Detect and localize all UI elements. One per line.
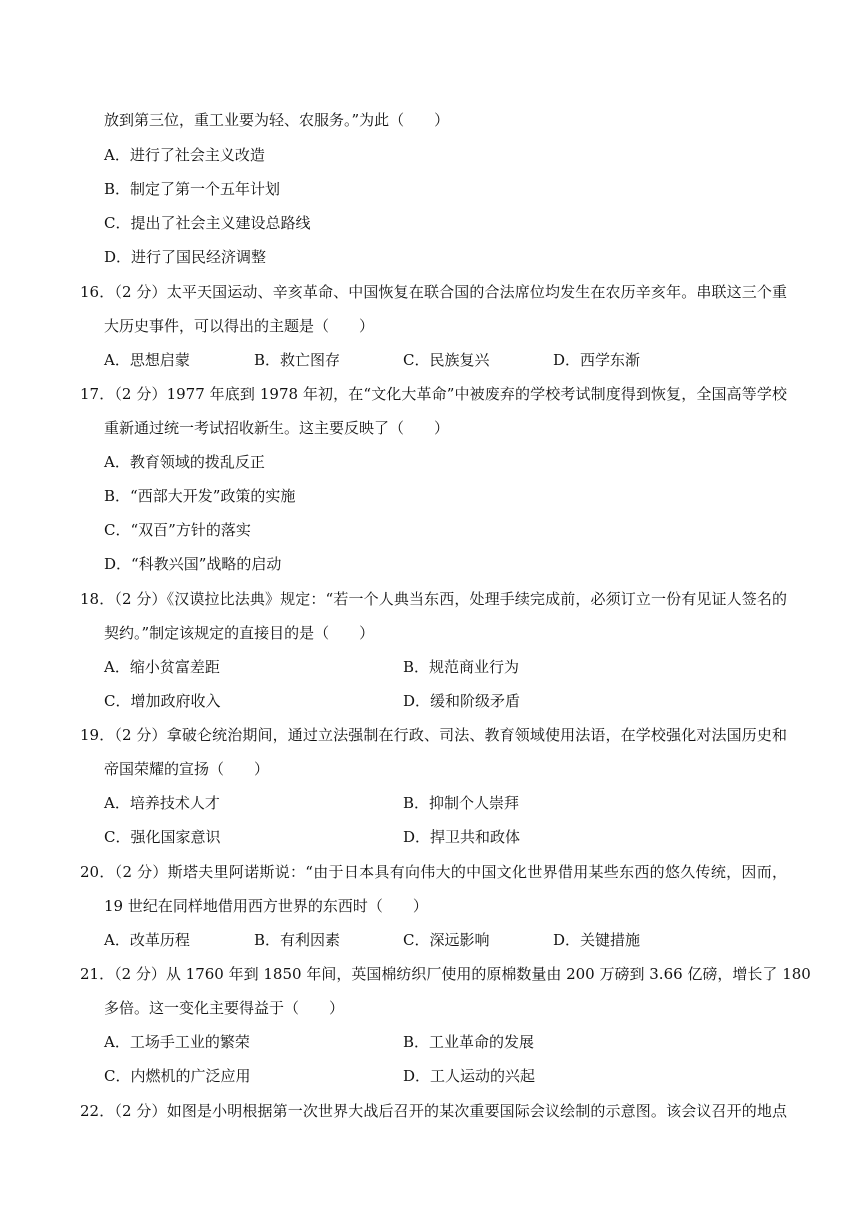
- q18-option-a: A．缩小贫富差距: [104, 658, 220, 676]
- q21-option-c: C．内燃机的广泛应用: [104, 1067, 251, 1085]
- q19-options-row2: [0, 820, 868, 854]
- q20-option-c: C．深远影响: [403, 931, 490, 949]
- q16-option-d: D．西学东渐: [553, 351, 641, 369]
- q17-option-c: C．“双百”方针的落实: [104, 521, 251, 539]
- q17-option-b: B．“西部大开发”政策的实施: [104, 487, 296, 505]
- q21-stem-line1: 21．（2 分）从 1760 年到 1850 年间，英国棉纺织厂使用的原棉数量由 200 万磅到 3.66 亿磅，增长了 180: [80, 965, 811, 983]
- q16-stem-line1: 16．（2 分）太平天国运动、辛亥革命、中国恢复在联合国的合法席位均发生在农历辛亥年。串联这三个重: [80, 283, 787, 301]
- q18-option-d: D．缓和阶级矛盾: [403, 692, 521, 710]
- q21-option-d: D．工人运动的兴起: [403, 1067, 536, 1085]
- q17-option-a: A．教育领域的拨乱反正: [104, 453, 265, 471]
- q19-option-d: D．捍卫共和政体: [403, 828, 521, 846]
- q18-stem-line2: 契约。”制定该规定的直接目的是（ ）: [104, 624, 375, 642]
- q18-option-c: C．增加政府收入: [104, 692, 221, 710]
- q15-option-d: D．进行了国民经济调整: [104, 248, 267, 266]
- q15-option-b: B．制定了第一个五年计划: [104, 180, 281, 198]
- q19-stem-line2: 帝国荣耀的宣扬（ ）: [104, 760, 270, 778]
- q18-options-row2: [0, 684, 868, 718]
- q17-stem-line1: 17．（2 分）1977 年底到 1978 年初，在“文化大革命”中被废弃的学校考试制度得到恢复，全国高等学校: [80, 385, 787, 403]
- q15-option-c: C．提出了社会主义建设总路线: [104, 214, 311, 232]
- q16-option-a: A．思想启蒙: [104, 351, 190, 369]
- q16-stem-line2: 大历史事件，可以得出的主题是（ ）: [104, 317, 375, 335]
- q17-option-d: D．“科教兴国”战略的启动: [104, 555, 282, 573]
- q21-option-a: A．工场手工业的繁荣: [104, 1033, 250, 1051]
- q21-stem-line2: 多倍。这一变化主要得益于（ ）: [104, 999, 345, 1017]
- q15-option-a: A．进行了社会主义改造: [104, 146, 265, 164]
- q21-options-row1: [0, 1025, 868, 1059]
- q18-stem-line1: 18．（2 分）《汉谟拉比法典》规定：“若一个人典当东西，处理手续完成前，必须订立一份有见证人签名的: [80, 590, 787, 608]
- q21-option-b: B．工业革命的发展: [403, 1033, 535, 1051]
- q21-options-row2: [0, 1059, 868, 1093]
- q18-option-b: B．规范商业行为: [403, 658, 520, 676]
- q20-stem-line1: 20．（2 分）斯塔夫里阿诺斯说：“由于日本具有向伟大的中国文化世界借用某些东西的悠久传统，因而，: [80, 863, 787, 881]
- q16-option-c: C．民族复兴: [403, 351, 490, 369]
- q16-options-row: [0, 343, 868, 377]
- q18-options-row1: [0, 650, 868, 684]
- q20-option-d: D．关键措施: [553, 931, 641, 949]
- q22-stem-line1: 22．（2 分）如图是小明根据第一次世界大战后召开的某次重要国际会议绘制的示意图。该会议召开的地点: [80, 1102, 787, 1120]
- q19-options-row1: [0, 786, 868, 820]
- q16-option-b: B．救亡图存: [254, 351, 341, 369]
- q19-stem-line1: 19．（2 分）拿破仑统治期间，通过立法强制在行政、司法、教育领域使用法语，在学校强化对法国历史和: [80, 726, 787, 744]
- q17-stem-line2: 重新通过统一考试招收新生。这主要反映了（ ）: [104, 419, 450, 437]
- q20-option-b: B．有利因素: [254, 931, 341, 949]
- q19-option-c: C．强化国家意识: [104, 828, 221, 846]
- q20-options-row: [0, 923, 868, 957]
- q20-stem-line2: 19 世纪在同样地借用西方世界的东西时（ ）: [104, 897, 428, 915]
- q19-option-a: A．培养技术人才: [104, 794, 220, 812]
- q15-tail-line: [0, 103, 868, 137]
- q15-tail: 放到第三位，重工业要为轻、农服务。”为此（ ）: [104, 111, 450, 129]
- q19-option-b: B．抑制个人崇拜: [403, 794, 520, 812]
- q20-option-a: A．改革历程: [104, 931, 190, 949]
